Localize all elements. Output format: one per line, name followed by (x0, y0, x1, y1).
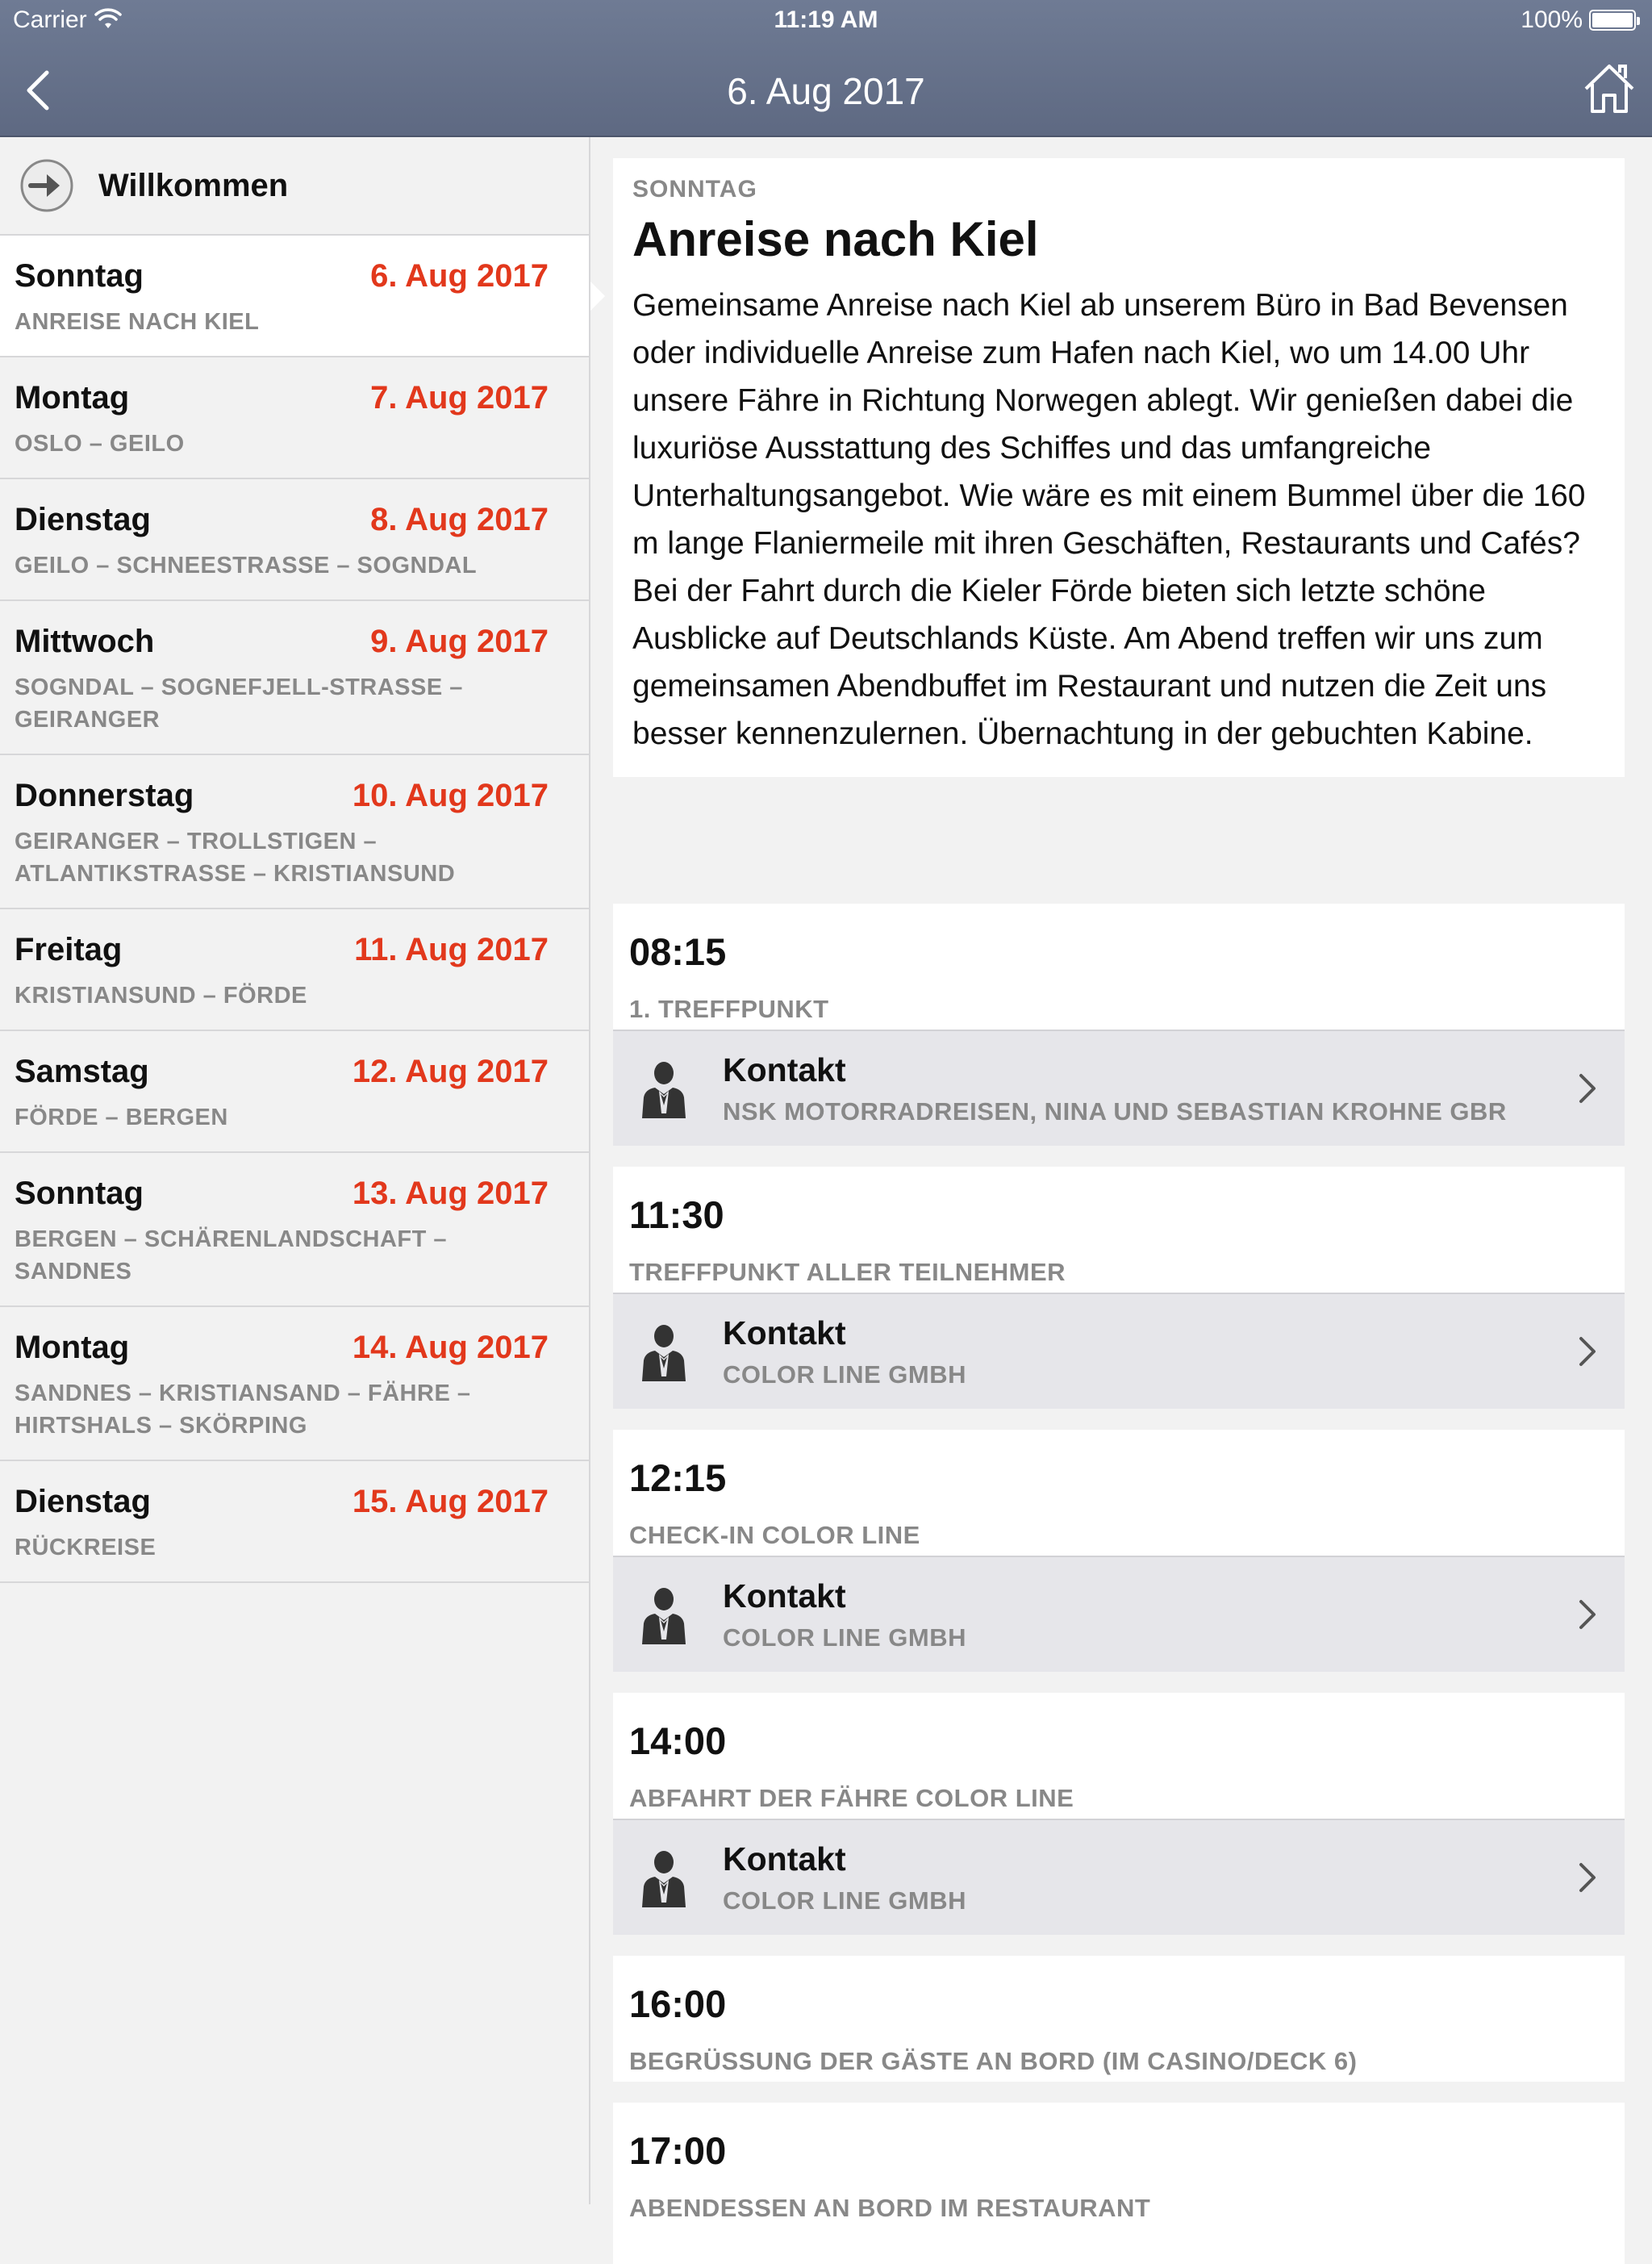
contact-label: Kontakt (723, 1314, 846, 1351)
carrier-label: Carrier (13, 6, 87, 33)
day-intro-card (613, 158, 1625, 777)
day-date: 15. Aug 2017 (352, 1484, 549, 1519)
intro-weekday: SONNTAG (632, 176, 757, 203)
event-name: CHECK-IN COLOR LINE (629, 1521, 920, 1549)
event-card (613, 1693, 1625, 1935)
sidebar-day-item[interactable] (0, 236, 589, 357)
event-time: 17:00 (629, 2129, 727, 2172)
sidebar-day-item[interactable] (0, 1031, 589, 1153)
day-date: 11. Aug 2017 (354, 932, 549, 967)
event-time: 08:15 (629, 930, 727, 973)
welcome-label: Willkommen (98, 167, 289, 203)
day-route: GEIRANGER – TROLLSTIGEN – ATLANTIKSTRASSE – KRISTIANSUND (15, 829, 456, 887)
day-date: 12. Aug 2017 (352, 1054, 549, 1089)
day-weekday: Sonntag (15, 258, 144, 294)
day-weekday: Dienstag (15, 502, 151, 537)
day-date: 9. Aug 2017 (370, 624, 549, 659)
event-name: ABFAHRT DER FÄHRE COLOR LINE (629, 1784, 1074, 1812)
sidebar-day-item[interactable] (0, 755, 589, 909)
sidebar-item-welcome[interactable] (0, 137, 589, 236)
battery-percent: 100% (1521, 6, 1583, 33)
contact-row[interactable] (613, 1819, 1625, 1935)
day-weekday: Dienstag (15, 1484, 151, 1519)
chevron-right-icon (1576, 1860, 1600, 1895)
event-name: TREFFPUNKT ALLER TEILNEHMER (629, 1258, 1066, 1286)
sidebar (0, 137, 590, 2204)
contact-row[interactable] (613, 1030, 1625, 1146)
top-bar (0, 0, 1652, 137)
day-date: 6. Aug 2017 (370, 258, 549, 294)
contact-row[interactable] (613, 1556, 1625, 1672)
day-date: 8. Aug 2017 (370, 502, 549, 537)
contact-org: COLOR LINE GMBH (723, 1360, 966, 1389)
detail-pane (592, 137, 1652, 2222)
sidebar-day-item[interactable] (0, 1153, 589, 1307)
event-card (613, 1430, 1625, 1672)
day-weekday: Donnerstag (15, 778, 194, 813)
event-time: 14:00 (629, 1719, 727, 1762)
day-date: 7. Aug 2017 (370, 380, 549, 416)
contact-org: NSK MOTORRADREISEN, NINA UND SEBASTIAN KROHNE GBR (723, 1096, 1507, 1126)
event-card (613, 1956, 1625, 2082)
event-card (613, 1167, 1625, 1409)
person-icon (637, 1583, 690, 1646)
sidebar-day-item[interactable] (0, 601, 589, 755)
day-weekday: Montag (15, 1330, 130, 1365)
status-battery (1521, 6, 1636, 34)
sidebar-day-item[interactable] (0, 1461, 589, 1583)
home-button[interactable] (1581, 60, 1637, 116)
chevron-right-icon (1576, 1334, 1600, 1369)
day-route: SANDNES – KRISTIANSAND – FÄHRE – HIRTSHALS – SKÖRPING (15, 1381, 471, 1439)
contact-label: Kontakt (723, 1051, 846, 1088)
home-icon (1581, 60, 1637, 116)
sidebar-day-item[interactable] (0, 1307, 589, 1461)
day-route: ANREISE NACH KIEL (15, 309, 260, 335)
contact-label: Kontakt (723, 1577, 846, 1614)
contact-row[interactable] (613, 1293, 1625, 1409)
sidebar-day-item[interactable] (0, 909, 589, 1031)
contact-label: Kontakt (723, 1840, 846, 1878)
battery-icon (1589, 10, 1636, 31)
event-card (613, 904, 1625, 1146)
day-route: RÜCKREISE (15, 1535, 156, 1560)
day-date: 10. Aug 2017 (352, 778, 549, 813)
event-time: 12:15 (629, 1456, 727, 1499)
day-route: FÖRDE – BERGEN (15, 1105, 228, 1130)
person-icon (637, 1320, 690, 1383)
day-weekday: Sonntag (15, 1176, 144, 1211)
event-name: BEGRÜSSUNG DER GÄSTE AN BORD (IM CASINO/DECK 6) (629, 2047, 1358, 2075)
event-time: 11:30 (629, 1193, 724, 1236)
event-card (613, 2103, 1625, 2264)
event-name: ABENDESSEN AN BORD IM RESTAURANT (629, 2194, 1151, 2222)
day-weekday: Mittwoch (15, 624, 155, 659)
intro-description: Gemeinsame Anreise nach Kiel ab unserem Büro in Bad Bevensen oder individuelle Anreise zum Hafen nach Kiel, wo um 14.00 Uhr unsere Fähre in Richtung Norwegen ablegt. Wir genießen dabei die luxuriöse Ausstattung des Schiffes und das umfangreiche Unterhaltungsangebot. Wie wäre es mit einem Bummel über die 160 m lange Flaniermeile mit ihren Geschäften, Restaurants und Cafés? Bei der Fahrt durch die Kieler Förde bieten sich letzte schöne Ausblicke auf Deutschlands Küste. Am Abend treffen wir uns zum gemeinsamen Abendbuffet im Restaurant und nutzen die Zeit uns besser kennenzulernen. Übernachtung in der gebuchten Kabine. (632, 288, 1586, 751)
chevron-right-icon (1576, 1071, 1600, 1106)
status-time: 11:19 AM (774, 6, 878, 33)
day-route: GEILO – SCHNEESTRASSE – SOGNDAL (15, 553, 478, 579)
contact-org: COLOR LINE GMBH (723, 1886, 966, 1915)
day-route: SOGNDAL – SOGNEFJELL-STRASSE – GEIRANGER (15, 675, 463, 733)
intro-title: Anreise nach Kiel (632, 212, 1039, 266)
person-icon (637, 1846, 690, 1909)
event-name: 1. TREFFPUNKT (629, 995, 829, 1023)
event-time: 16:00 (629, 1982, 727, 2025)
contact-org: COLOR LINE GMBH (723, 1623, 966, 1652)
day-weekday: Samstag (15, 1054, 149, 1089)
person-icon (637, 1057, 690, 1120)
day-route: KRISTIANSUND – FÖRDE (15, 983, 307, 1009)
day-route: BERGEN – SCHÄRENLANDSCHAFT – SANDNES (15, 1226, 448, 1284)
day-weekday: Freitag (15, 932, 123, 967)
day-date: 13. Aug 2017 (352, 1176, 549, 1211)
day-route: OSLO – GEILO (15, 431, 185, 457)
arrow-circle-icon (19, 158, 74, 213)
page-title: 6. Aug 2017 (727, 70, 925, 112)
day-weekday: Montag (15, 380, 130, 416)
chevron-right-icon (1576, 1597, 1600, 1632)
day-date: 14. Aug 2017 (352, 1330, 549, 1365)
sidebar-day-item[interactable] (0, 479, 589, 601)
sidebar-day-item[interactable] (0, 357, 589, 479)
